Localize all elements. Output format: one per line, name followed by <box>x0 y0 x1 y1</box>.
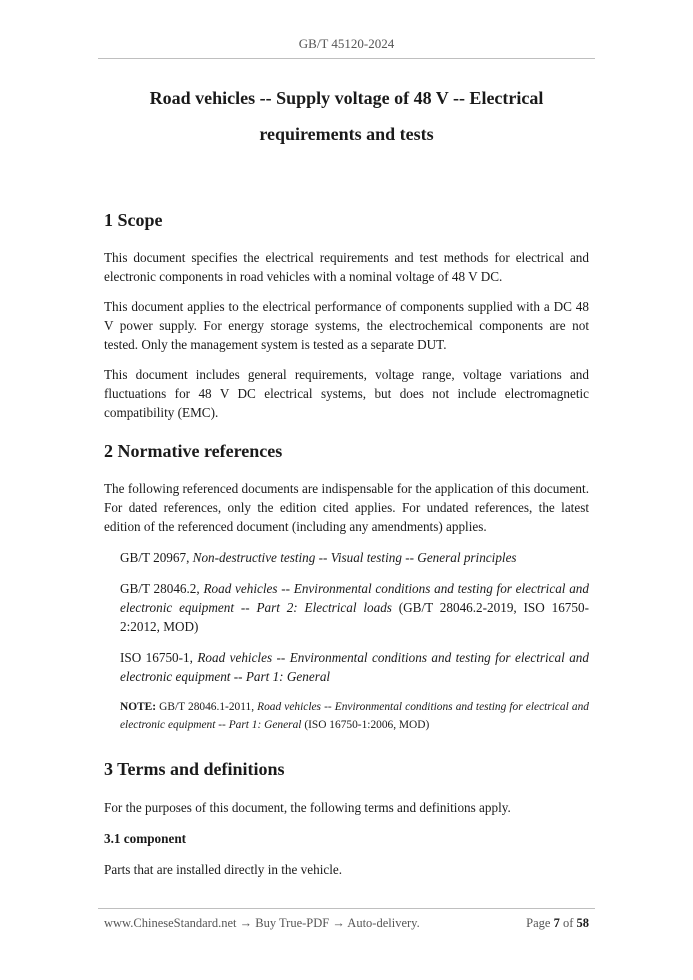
reference-code: GB/T 28046.2, <box>120 581 204 596</box>
reference-item <box>104 648 589 686</box>
note-code: GB/T 28046.1-2011, <box>156 701 258 713</box>
reference-item <box>104 548 589 567</box>
reference-title: Road vehicles -- Environmental conditions and testing for electrical and electronic equipment -- Part 1: General <box>120 650 589 684</box>
term-heading: 3.1 component <box>104 831 187 846</box>
document-body <box>104 80 589 879</box>
terms-intro: For the purposes of this document, the following terms and definitions apply. <box>104 800 511 815</box>
scope-paragraph-1: This document specifies the electrical requirements and test methods for electrical and electronic components in road vehicles with a nominal voltage of 48 V DC. <box>104 250 589 284</box>
reference-title: Road vehicles -- Environmental conditions and testing for electrical and electronic equipment -- Part 2: Electrical loads <box>120 581 589 615</box>
document-title-line-2: requirements and tests <box>259 124 434 144</box>
term-definition: Parts that are installed directly in the vehicle. <box>104 862 343 877</box>
reference-suffix: (GB/T 28046.2-2019, ISO 16750-2:2012, MOD) <box>120 600 589 634</box>
note-title: Road vehicles -- Environmental conditions and testing for electrical and electronic equipment -- Part 1: General <box>120 701 589 731</box>
footer-link[interactable]: www.ChineseStandard.net → Buy True-PDF → Auto-delivery. <box>104 916 420 930</box>
header-divider <box>98 58 595 59</box>
section-1-heading: 1 Scope <box>104 210 163 230</box>
document-title-line-1: Road vehicles -- Supply voltage of 48 V -- Electrical <box>149 88 544 108</box>
reference-note <box>104 698 589 734</box>
note-label: NOTE: <box>120 701 157 713</box>
section-3-heading: 3 Terms and definitions <box>104 759 285 779</box>
reference-code: GB/T 20967, <box>120 550 193 565</box>
page-footer <box>104 916 589 931</box>
page-indicator <box>526 916 589 931</box>
note-suffix: (ISO 16750-1:2006, MOD) <box>301 719 430 731</box>
page-label: Page <box>526 916 554 930</box>
normative-intro: The following referenced documents are indispensable for the application of this document. For dated references, only the edition cited applies. For undated references, the latest edition of the referenced document (including any amendments) applies. <box>104 481 589 534</box>
section-2-heading: 2 Normative references <box>104 441 283 461</box>
reference-code: ISO 16750-1, <box>120 650 198 665</box>
footer-divider <box>98 908 595 909</box>
page-total: 58 <box>576 916 589 930</box>
scope-paragraph-3: This document includes general requirements, voltage range, voltage variations and fluctuations for 48 V DC electrical systems, but does not include electromagnetic compatibility (EMC). <box>104 367 589 420</box>
page-header: GB/T 45120-2024 <box>298 36 395 51</box>
page-of-label: of <box>559 916 577 930</box>
scope-paragraph-2: This document applies to the electrical performance of components supplied with a DC 48 V power supply. For energy storage systems, the electrochemical components are not tested. Only the management system is tested as a separate DUT. <box>104 299 589 352</box>
reference-item <box>104 579 589 636</box>
page-number: 7 <box>553 916 560 930</box>
reference-title: Non-destructive testing -- Visual testing -- General principles <box>192 550 517 565</box>
